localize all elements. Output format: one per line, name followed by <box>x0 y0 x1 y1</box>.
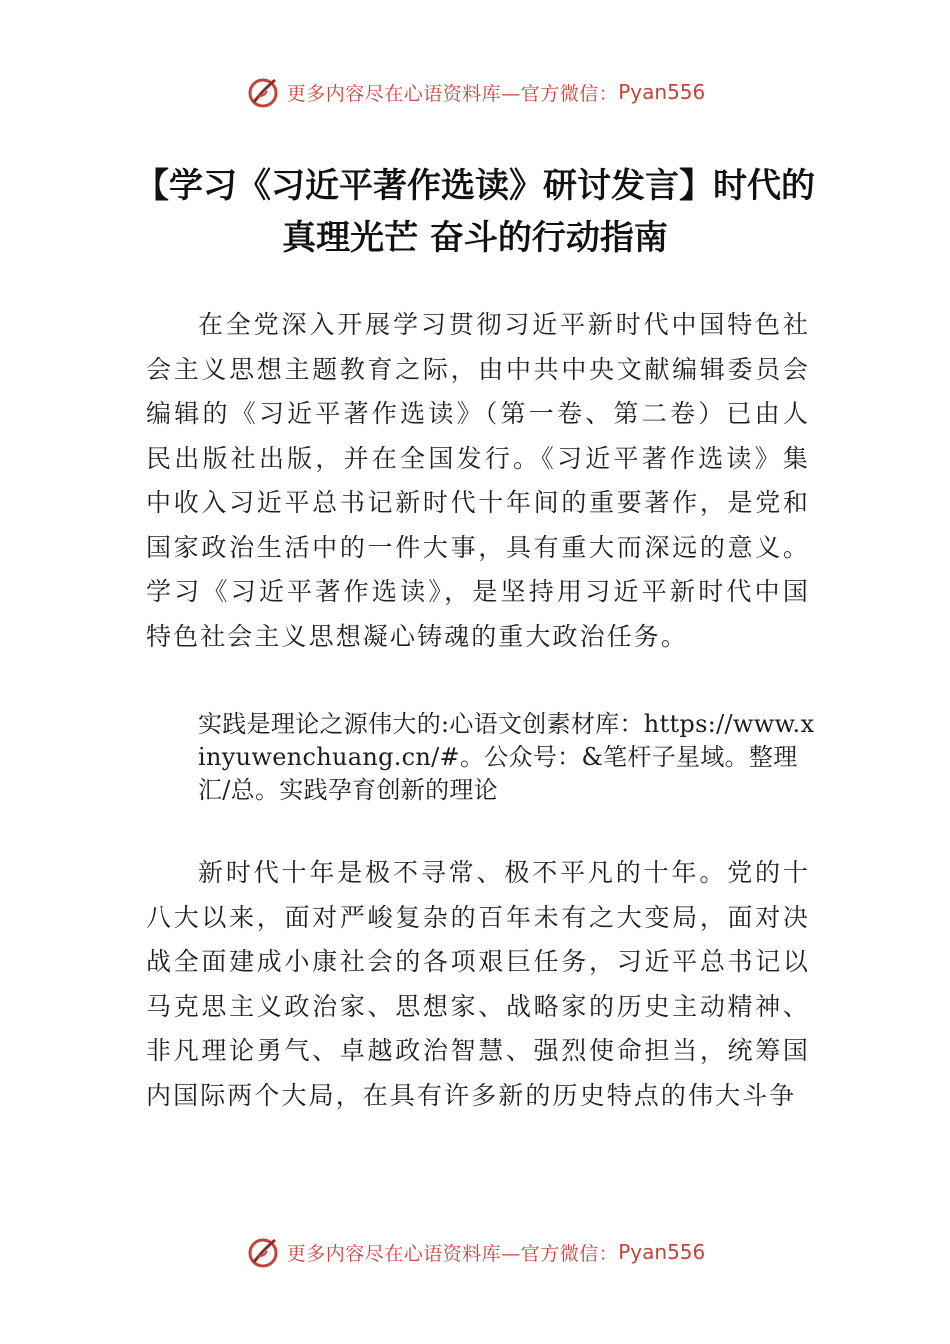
paragraph-source-note: 实践是理论之源伟大的:心语文创素材库：https://www.xinyuwenchuang.cn/#。公众号：&笔杆子星域。整理汇/总。实践孕育创新的理论 <box>198 710 815 804</box>
banner-wechat-id: Pyan556 <box>618 80 706 104</box>
banner-text: 更多内容尽在心语资料库—官方微信： <box>286 82 619 105</box>
paragraph-intro: 在全党深入开展学习贯彻习近平新时代中国特色社会主义思想主题教育之际，由中共中央文献编辑委员会编辑的《习近平著作选读》（第一卷、第二卷）已由人民出版社出版，并在全国发行。《习近平著作选读》集中收入习近平总书记新时代十年间的重要著作，是党和国家政治生活中的一件大事，具有重大而深远的意义。学习《习近平著作选读》，是坚持用习近平新时代中国特色社会主义思想凝心铸魂的重大政治任务。 <box>146 310 810 651</box>
brush-logo-icon <box>245 1234 281 1270</box>
banner-text: 更多内容尽在心语资料库—官方微信： <box>286 1242 619 1265</box>
footer-banner <box>0 1230 950 1274</box>
brush-logo-icon <box>245 74 281 110</box>
header-banner <box>0 70 950 114</box>
banner-wechat-id: Pyan556 <box>618 1240 706 1264</box>
page-title: 【学习《习近平著作选读》研讨发言】时代的真理光芒 奋斗的行动指南 <box>135 166 815 258</box>
paragraph-new-era: 新时代十年是极不寻常、极不平凡的十年。党的十八大以来，面对严峻复杂的百年未有之大变局，面对决战全面建成小康社会的各项艰巨任务，习近平总书记以马克思主义政治家、思想家、战略家的历史主动精神、非凡理论勇气、卓越政治智慧、强烈使命担当，统筹国内国际两个大局，在具有许多新的历史特点的伟大斗争 <box>146 858 810 1110</box>
